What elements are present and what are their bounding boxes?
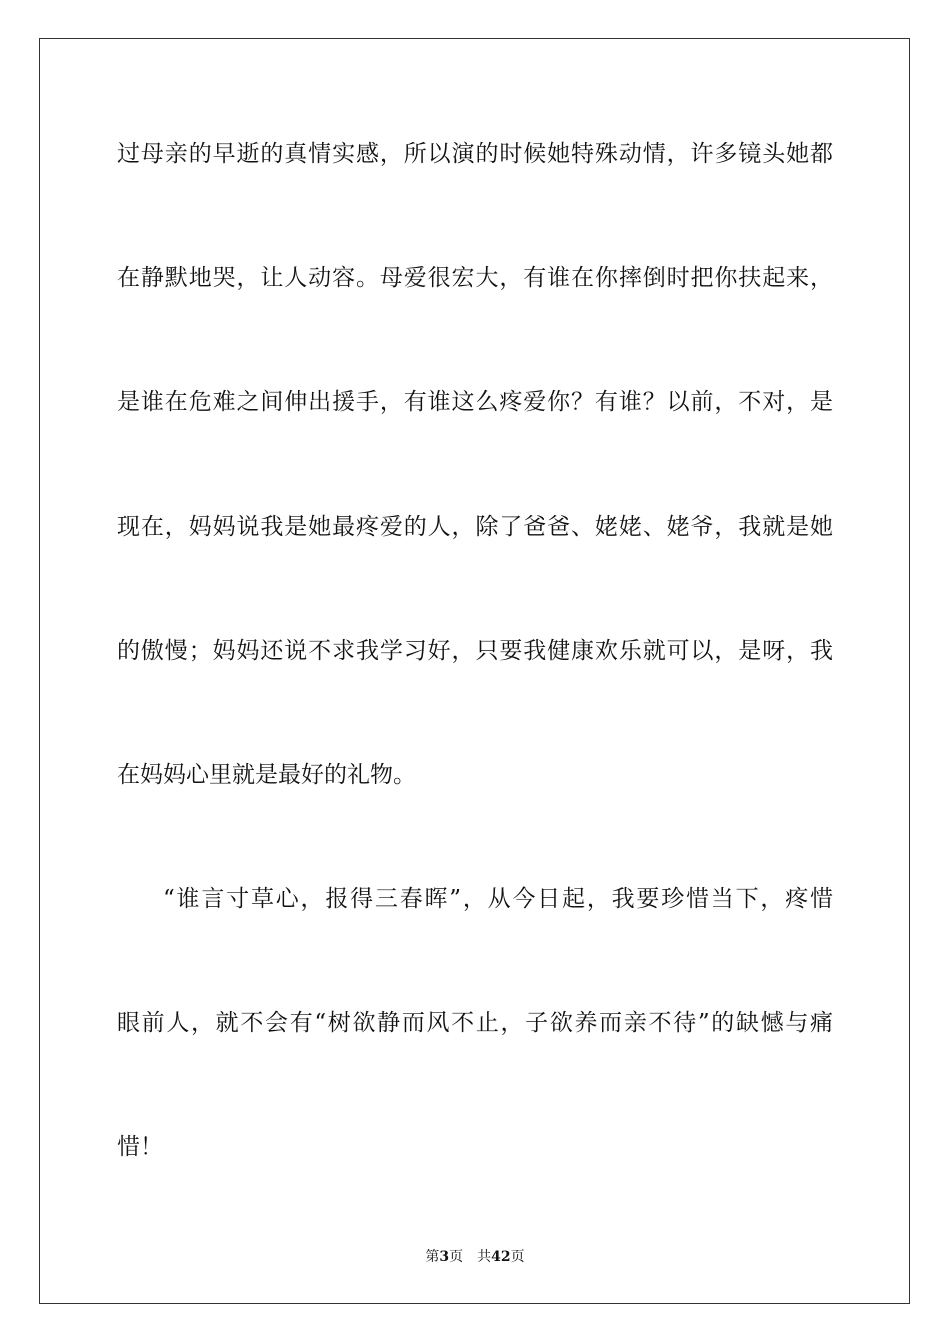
page-number: 3 [439, 1249, 450, 1265]
text-line: 惜！ [117, 1134, 163, 1160]
page-suffix: 页 [449, 1249, 464, 1265]
text-line-indented: “谁言寸草心，报得三春晖”，从今日起，我要珍惜当下，疼惜 [163, 886, 833, 912]
total-prefix: 共 [477, 1249, 492, 1265]
page-border [39, 38, 910, 1304]
text-line: 是谁在危难之间伸出援手，有谁这么疼爱你？有谁？以前，不对，是 [117, 389, 833, 415]
text-line: 在静默地哭，让人动容。母爱很宏大，有谁在你摔倒时把你扶起来， [117, 265, 833, 291]
total-pages: 42 [491, 1249, 511, 1265]
total-suffix: 页 [510, 1249, 525, 1265]
text-line: 过母亲的早逝的真情实感，所以演的时候她特殊动情，许多镜头她都 [117, 141, 833, 167]
text-line: 在妈妈心里就是最好的礼物。 [117, 762, 416, 788]
text-line: 眼前人，就不会有“树欲静而风不止，子欲养而亲不待”的缺憾与痛 [117, 1010, 833, 1036]
text-line: 的傲慢；妈妈还说不求我学习好，只要我健康欢乐就可以，是呀，我 [117, 638, 833, 664]
page-prefix: 第 [425, 1249, 440, 1265]
page-footer [0, 1248, 950, 1266]
text-line: 现在，妈妈说我是她最疼爱的人，除了爸爸、姥姥、姥爷，我就是她 [117, 514, 833, 540]
